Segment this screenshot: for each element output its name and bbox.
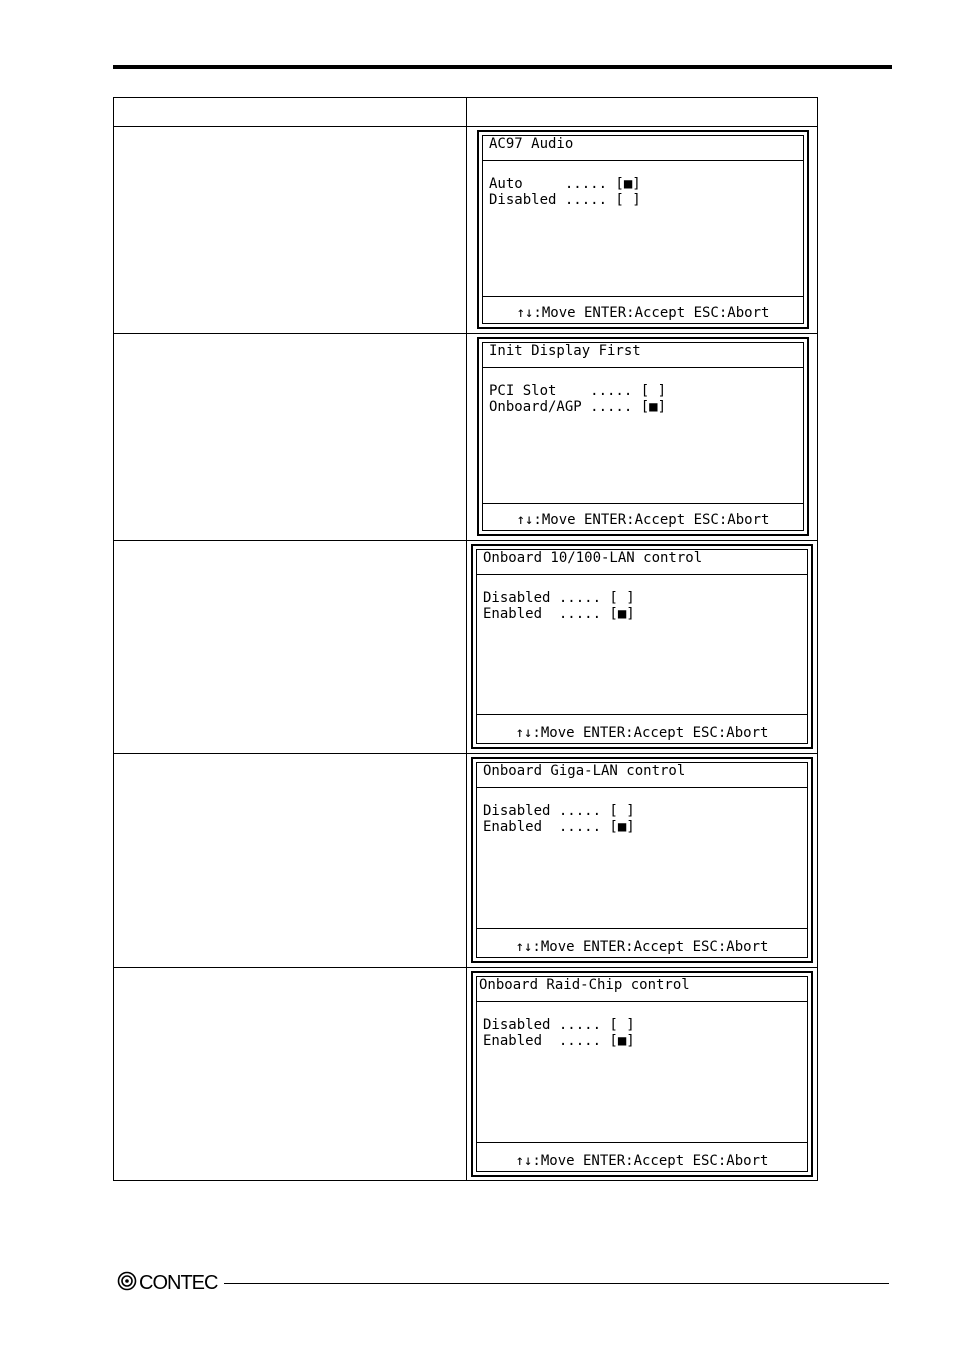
bios-panel-onboard-giga-lan [471,757,813,963]
row-description [114,754,466,967]
brand-name: CONTEC [139,1272,218,1294]
option-pci-slot[interactable]: PCI Slot ..... [ ] [489,383,667,399]
bios-panel-onboard-raid-chip [471,971,813,1177]
row-description [114,541,466,753]
bottom-rule [224,1283,889,1284]
panel-title: Onboard Raid-Chip control [479,977,690,993]
panel-title: Onboard 10/100-LAN control [483,550,703,566]
settings-table [113,97,818,1181]
table-row [114,334,817,541]
option-enabled[interactable]: Enabled ..... [■] [483,606,635,622]
panel-title: AC97 Audio [489,136,574,152]
top-rule [113,65,892,69]
bios-panel-init-display-first [477,337,809,536]
table-row [114,754,817,968]
table-row [114,541,817,754]
option-onboard-agp[interactable]: Onboard/AGP ..... [■] [489,399,667,415]
bios-panel-onboard-10-100-lan [471,544,813,749]
bios-panel-ac97-audio [477,130,809,329]
panel-footer: ↑↓:Move ENTER:Accept ESC:Abort [515,939,769,955]
option-auto[interactable]: Auto ..... [■] [489,176,641,192]
brand-footer [117,1271,217,1296]
table-row [114,968,817,1180]
table-header [114,98,817,127]
option-disabled[interactable]: Disabled ..... [ ] [483,590,635,606]
option-enabled[interactable]: Enabled ..... [■] [483,819,635,835]
row-description [114,127,466,333]
contec-logo-icon [117,1271,137,1296]
panel-footer: ↑↓:Move ENTER:Accept ESC:Abort [516,512,770,528]
panel-footer: ↑↓:Move ENTER:Accept ESC:Abort [515,1153,769,1169]
panel-title: Onboard Giga-LAN control [483,763,686,779]
option-disabled[interactable]: Disabled ..... [ ] [483,1017,635,1033]
option-disabled[interactable]: Disabled ..... [ ] [489,192,641,208]
panel-footer: ↑↓:Move ENTER:Accept ESC:Abort [515,725,769,741]
row-description [114,968,466,1180]
panel-footer: ↑↓:Move ENTER:Accept ESC:Abort [516,305,770,321]
panel-title: Init Display First [489,343,641,359]
table-row [114,127,817,334]
option-disabled[interactable]: Disabled ..... [ ] [483,803,635,819]
option-enabled[interactable]: Enabled ..... [■] [483,1033,635,1049]
row-description [114,334,466,540]
